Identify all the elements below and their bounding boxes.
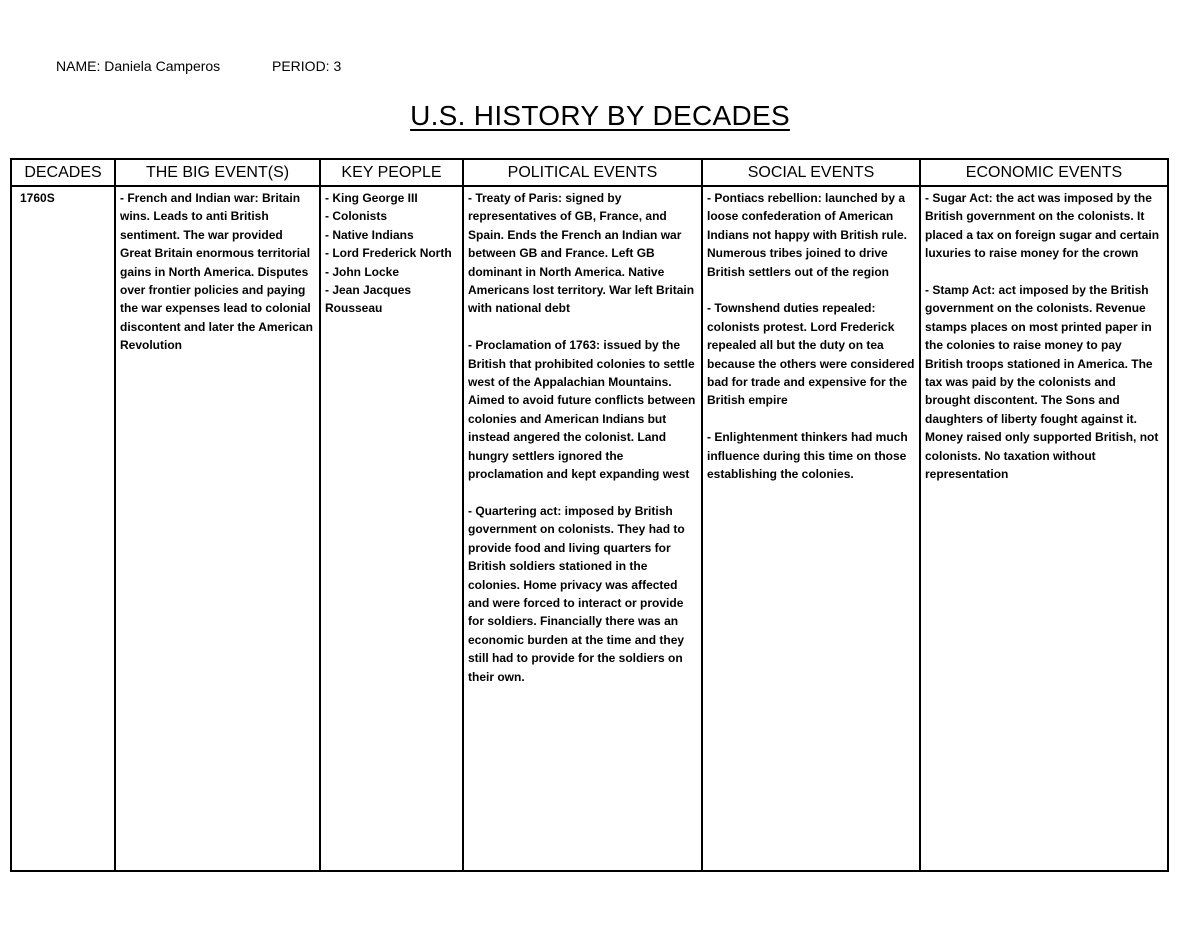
big-event-entry: - French and Indian war: Britain wins. Leads to anti British sentiment. The war provided Great Britain enormous territorial gains in North America. Disputes over frontier policies and paying the war expenses lead to colonial discontent and later the American Revolution (120, 191, 313, 353)
decade-label: 1760S (20, 191, 55, 205)
column-header-big-events: THE BIG EVENT(S) (115, 159, 320, 186)
economic-events-cell (920, 186, 1168, 871)
decade-cell (11, 186, 115, 871)
history-table (10, 158, 1169, 872)
political-events-cell (463, 186, 702, 871)
key-people-cell (320, 186, 463, 871)
key-person: - Native Indians (325, 227, 414, 242)
political-event-entry: - Treaty of Paris: signed by representatives of GB, France, and Spain. Ends the French an Indian war between GB and France. Left GB dominant in North America. Native Americans lost territory. War left Britain with national debt (468, 191, 695, 316)
social-event-entry: - Pontiacs rebellion: launched by a loose confederation of American Indians not happy with British rule. Numerous tribes joined to drive British settlers out of the region (707, 191, 908, 279)
column-header-economic-events: ECONOMIC EVENTS (920, 159, 1168, 186)
political-event-entry: - Proclamation of 1763: issued by the British that prohibited colonies to settle west of the Appalachian Mountains. Aimed to avoid future conflicts between colonies and American Indians but instead angered the colonist. Land hungry settlers ignored the proclamation and kept expanding west (468, 338, 696, 482)
political-event-entry: - Quartering act: imposed by British government on colonists. They had to provide food and living quarters for British soldiers stationed in the colonies. Home privacy was affected and were forced to interact or provide for soldiers. Financially there was an economic burden at the time and they still had to provide for the soldiers on their own. (468, 503, 685, 684)
column-header-decades: DECADES (11, 159, 115, 186)
social-events-cell (702, 186, 920, 871)
key-person: - Jean Jacques Rousseau (325, 283, 412, 316)
table-header-row (11, 159, 1168, 186)
column-header-social-events: SOCIAL EVENTS (702, 159, 920, 186)
document-title: U.S. HISTORY BY DECADES (410, 100, 790, 131)
key-person: - John Locke (325, 264, 400, 279)
social-event-entry: - Enlightenment thinkers had much influence during this time on those establishing the colonies. (707, 430, 908, 482)
key-person: - Lord Frederick North (325, 246, 452, 261)
table-row (11, 186, 1168, 871)
economic-event-entry: - Stamp Act: act imposed by the British government on the colonists. Revenue stamps places on most printed paper in the colonies to raise money to pay British troops stationed in America. The tax was paid by the colonists and brought discontent. The Sons and daughters of liberty fought against it. Money raised only supported British, not colonists. No taxation without representation (925, 283, 1159, 482)
student-name: NAME: Daniela Camperos (56, 58, 221, 74)
key-person: - King George III (325, 191, 418, 205)
column-header-political-events: POLITICAL EVENTS (463, 159, 702, 186)
header-line (56, 58, 342, 74)
social-event-entry: - Townshend duties repealed: colonists protest. Lord Frederick repealed all but the duty on tea because the others were considered bad for trade and expensive for the British empire (707, 301, 915, 408)
big-events-cell (115, 186, 320, 871)
class-period: PERIOD: 3 (272, 58, 342, 74)
column-header-key-people: KEY PEOPLE (320, 159, 463, 186)
key-person: - Colonists (325, 209, 387, 224)
economic-event-entry: - Sugar Act: the act was imposed by the British government on the colonists. It placed a tax on foreign sugar and certain luxuries to raise money for the crown (925, 191, 1160, 261)
